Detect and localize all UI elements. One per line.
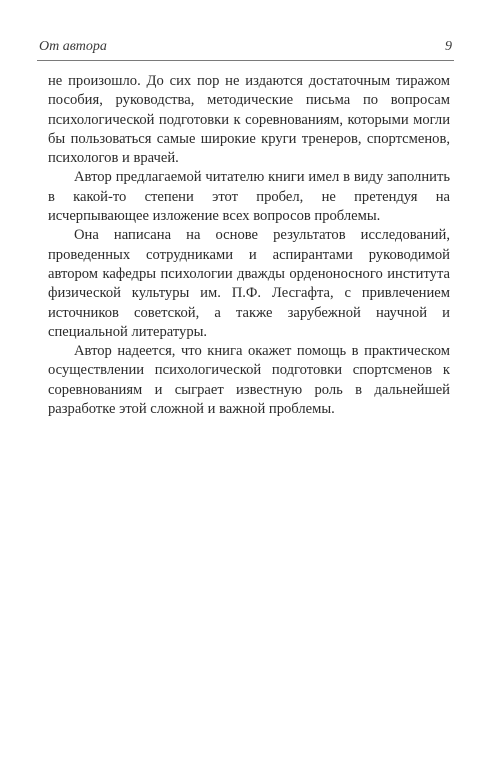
paragraph: Она написана на основе результатов исследований, проведенных сотрудниками и аспирантами руководимой автором кафедры психологии дважды орденоносного института физической культуры им. П.Ф. Лесгафта, с привлечением источников советской, а также зарубежной научной и специальной литературы.: [48, 227, 450, 340]
paragraph: Автор предлагаемой читателю книги имел в виду заполнить в какой-то степени этот пробел, не претендуя на исчерпывающее изложение всех вопросов проблемы.: [48, 169, 450, 225]
running-head: [37, 38, 454, 61]
body-text: [48, 72, 450, 419]
running-head-title: От автора: [39, 39, 107, 54]
page-number: 9: [445, 39, 452, 54]
paragraph: не произошло. До сих пор не издаются достаточным тиражом пособия, руководства, методические письма по вопросам психологической подготовки к соревнованиям, которыми могли бы пользоваться самые широкие круги тренеров, спортсменов, психологов и врачей.: [48, 73, 450, 167]
paragraph: Автор надеется, что книга окажет помощь в практическом осуществлении психологической подготовки спортсменов к соревнованиям и сыграет известную роль в дальнейшей разработке этой сложной и важной проблемы.: [48, 343, 450, 418]
